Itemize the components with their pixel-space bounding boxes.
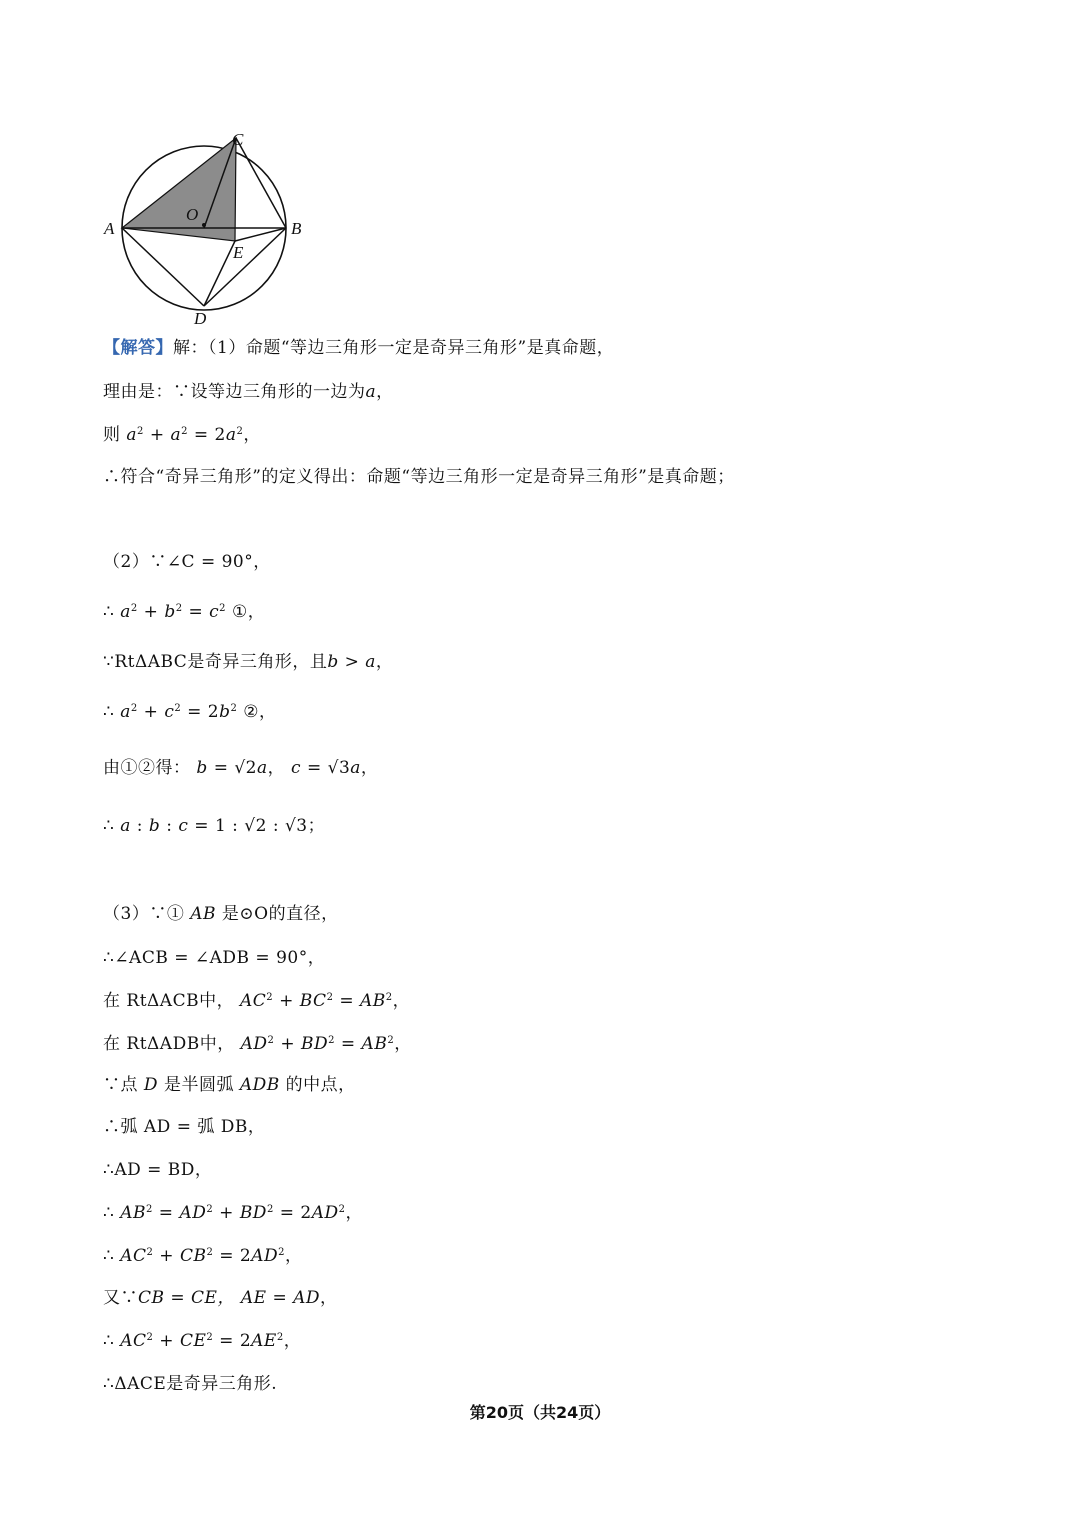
answer-eq-2: ∴ $a^2 + b^2 = c^2$ ①， (103, 602, 266, 622)
answer-part2-ratio: ∴ a : b : c = 1 : √2 : √3； (103, 816, 326, 836)
answer-reason: 理由是：∵设等边三角形的一边为a， (103, 382, 394, 402)
shaded-triangle-ace (122, 138, 236, 241)
answer-eq-3: ∴ $a^2 + c^2 = 2b^2$ ②， (103, 702, 277, 722)
answer-part3-ac2: ∴ $AC^2 + CB^2 = 2AD^2$， (103, 1246, 303, 1266)
answer-intro: 【解答】解：（1）命题“等边三角形一定是奇异三角形”是真命题， (103, 338, 615, 358)
answer-part3-ab2: ∴ $AB^2 = AD^2 + BD^2 = 2AD^2$， (103, 1203, 363, 1223)
answer-part3-eq: ∴AD = BD， (103, 1160, 213, 1180)
label-a: A (104, 219, 115, 238)
segment-ad (122, 228, 204, 306)
answer-part2-rt: ∵RtΔABC是奇异三角形，且b > a， (103, 652, 394, 672)
answer-part3-rt-adb: 在 RtΔADB中， $AD^2 + BD^2 = AB^2$， (103, 1034, 412, 1054)
answer-part3-angles: ∴∠ACB = ∠ADB = 90°， (103, 948, 326, 968)
segment-db (204, 228, 286, 306)
circle-geometry-figure (98, 126, 318, 332)
answer-part3-ace2: ∴ $AC^2 + CE^2 = 2AE^2$， (103, 1331, 302, 1351)
answer-tag: 【解答】 (103, 338, 173, 358)
answer-part3-again: 又∵CB = CE， AE = AD， (103, 1288, 338, 1308)
label-d: D (194, 309, 207, 328)
segment-de (204, 241, 235, 306)
label-c: C (232, 130, 244, 149)
answer-part3-arc: ∴弧 AD = 弧 DB， (103, 1117, 266, 1137)
answer-part3-rt-acb: 在 RtΔACB中， $AC^2 + BC^2 = AB^2$， (103, 991, 411, 1011)
answer-part2-solve: 由①②得： b = √2a， c = √3a， (103, 758, 379, 778)
center-point-o (202, 223, 206, 227)
answer-eq-1: 则 $a^2 + a^2 = 2a^2$， (103, 425, 261, 445)
answer-conclusion-1: ∴符合“奇异三角形”的定义得出：命题“等边三角形一定是奇异三角形”是真命题； (103, 467, 735, 487)
label-e: E (233, 243, 244, 262)
page-number-footer: 第20页（共24页） (469, 1403, 611, 1422)
label-b: B (291, 219, 302, 238)
answer-part3-given: （3）∵① AB 是⊙O的直径， (103, 904, 339, 924)
label-o: O (186, 205, 199, 224)
answer-part3-final: ∴ΔACE是奇异三角形. (103, 1374, 278, 1394)
answer-part3-midpoint: ∵点 D 是半圆弧 ADB 的中点， (103, 1075, 356, 1095)
answer-part2-given: （2）∵∠C = 90°， (103, 552, 271, 572)
segment-cb (236, 138, 286, 228)
